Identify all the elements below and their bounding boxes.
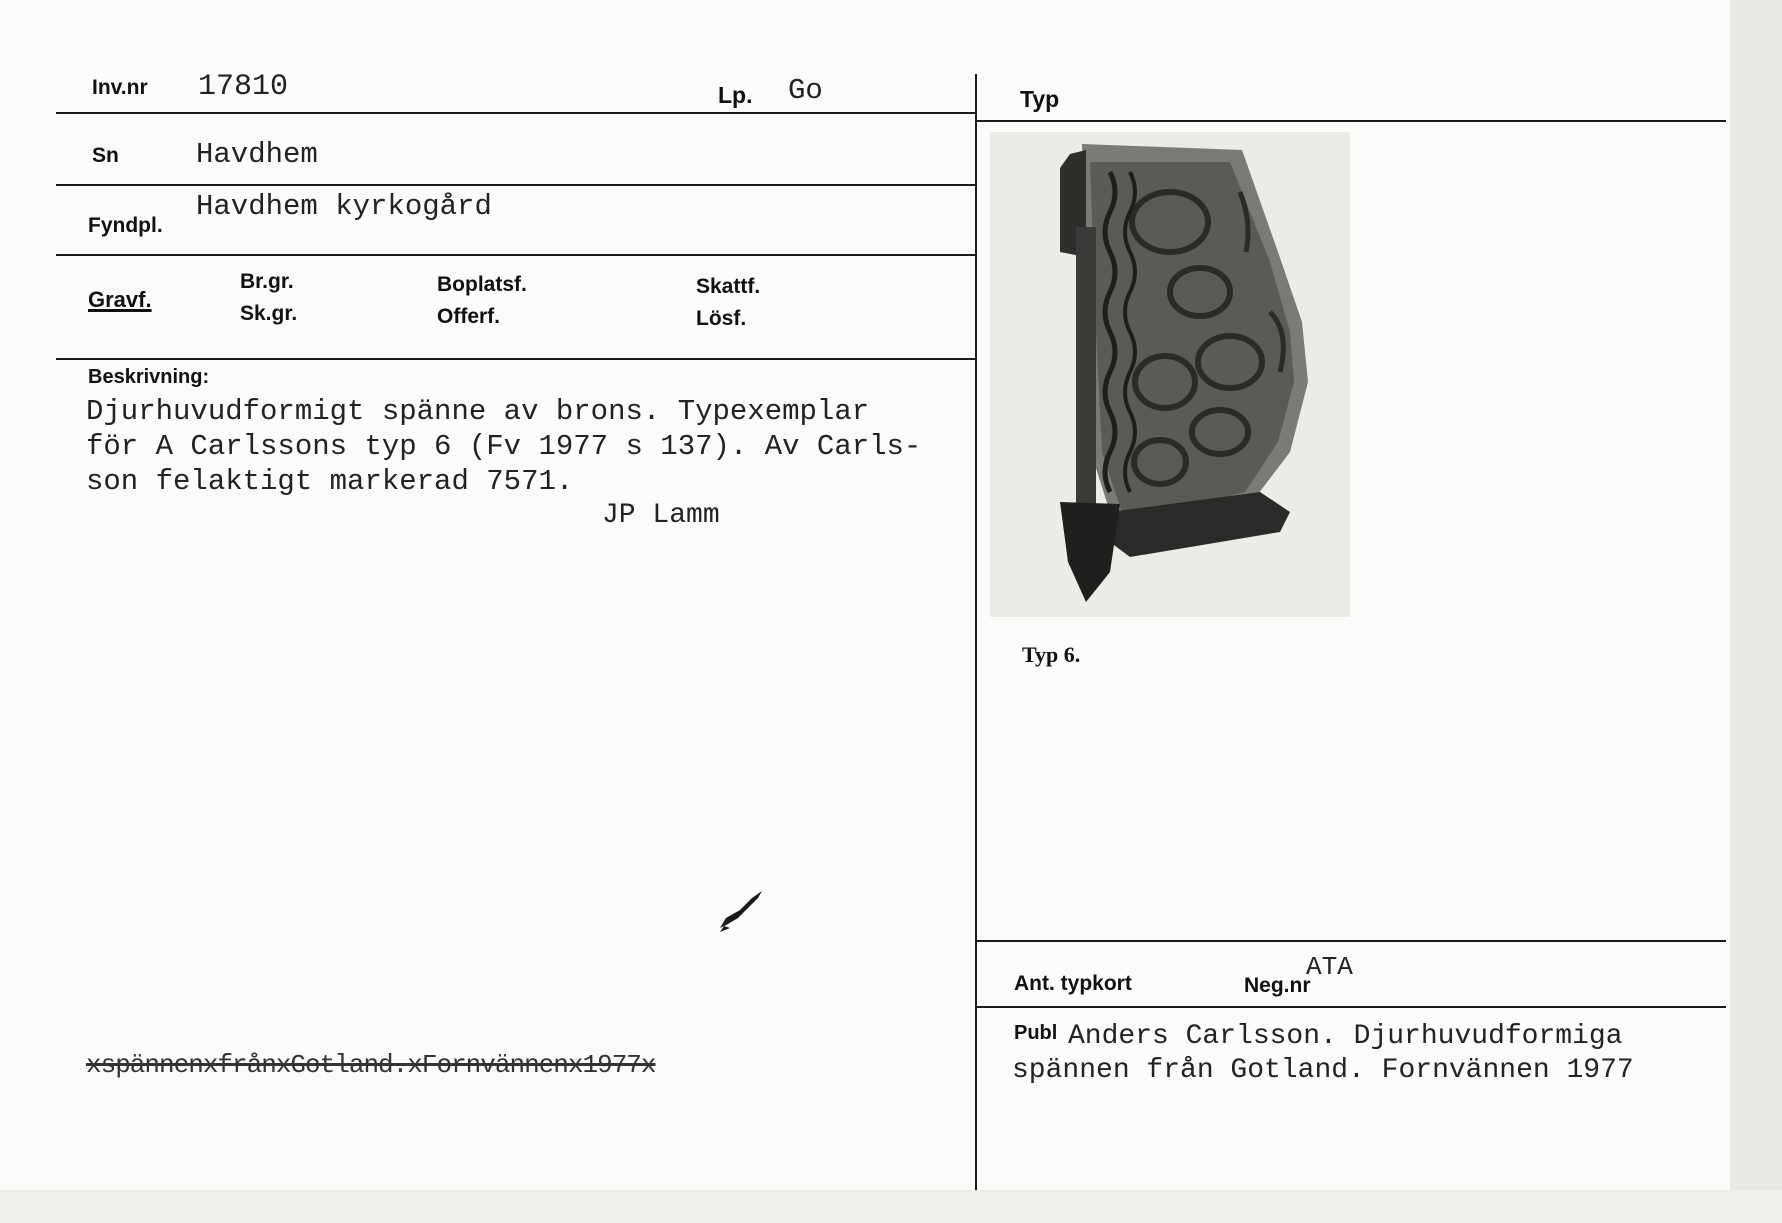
brgr-label: Br.gr. — [240, 270, 294, 293]
struck-out-line: xspännenxfrånxGotland.xFornvännenx1977x — [86, 1050, 656, 1080]
ant-typkort-label: Ant. typkort — [1014, 972, 1132, 995]
rule-sn — [56, 184, 976, 186]
skattf-label: Skattf. — [696, 275, 761, 298]
lp-label: Lp. — [718, 82, 753, 108]
rule-categories — [56, 358, 976, 360]
inv-label: Inv.nr — [92, 76, 148, 99]
offerf-label: Offerf. — [437, 305, 500, 328]
typ-label: Typ — [1020, 86, 1060, 112]
lp-value: Go — [788, 74, 823, 107]
rule-typ-header — [976, 120, 1726, 122]
inv-value: 17810 — [198, 70, 289, 104]
fyndpl-value: Havdhem kyrkogård — [196, 190, 492, 223]
column-divider — [975, 74, 977, 1190]
rule-fyndpl — [56, 254, 976, 256]
sn-label: Sn — [92, 144, 119, 167]
sn-value: Havdhem — [196, 138, 318, 171]
description-line: son felaktigt markerad 7571. — [86, 465, 574, 498]
skgr-label: Sk.gr. — [240, 302, 298, 325]
rule-typ-footer — [976, 940, 1726, 942]
description-text — [86, 394, 921, 499]
description-line: för A Carlssons typ 6 (Fv 1977 s 137). Av Carls- — [86, 430, 922, 463]
gravf-label: Gravf. — [88, 287, 152, 312]
photo-caption: Typ 6. — [1022, 642, 1081, 667]
ink-mark — [716, 888, 766, 936]
losf-label: Lösf. — [696, 307, 747, 330]
publication-line: Anders Carlsson. Djurhuvudformiga — [1068, 1021, 1623, 1052]
rule-header — [56, 112, 976, 114]
signature: JP Lamm — [602, 500, 720, 531]
neg-label: Neg.nr — [1244, 974, 1311, 997]
publ-label: Publ — [1014, 1022, 1058, 1044]
neg-value: ATA — [1306, 952, 1353, 982]
publication-line: spännen från Gotland. Fornvännen 1977 — [1012, 1055, 1634, 1086]
description-line: Djurhuvudformigt spänne av brons. Typexemplar — [86, 395, 870, 428]
scan-edge-bottom — [0, 1190, 1782, 1223]
boplatsf-label: Boplatsf. — [437, 273, 527, 296]
scan-edge-right — [1730, 0, 1782, 1223]
fyndpl-label: Fyndpl. — [88, 214, 163, 237]
brooch-photo — [990, 132, 1350, 617]
rule-neg — [976, 1006, 1726, 1008]
beskrivning-label: Beskrivning: — [88, 366, 210, 388]
